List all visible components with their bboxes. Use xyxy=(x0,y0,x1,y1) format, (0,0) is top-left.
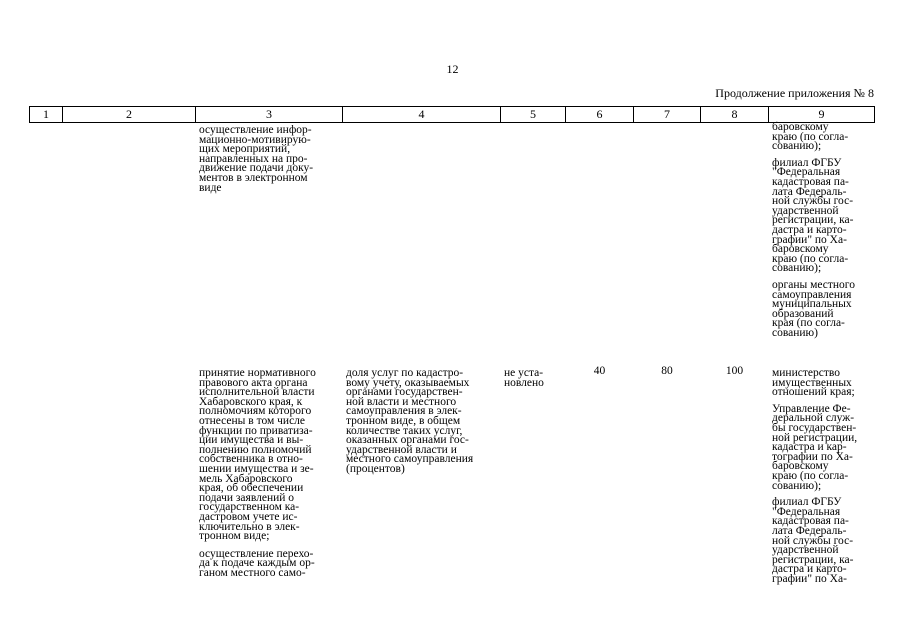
header-col-6: 6 xyxy=(566,107,634,123)
page-number: 12 xyxy=(446,62,459,76)
cell-col-1 xyxy=(30,366,63,591)
indicator-text: доля услуг по кадастро- вому учету, оказываемых органами государствен- ной власти и местного самоуправления в элек- тронном виде, в общем количестве таких услуг, оказанных органами гос- ударственной власти и местного самоуправления (процентов) xyxy=(346,367,474,475)
header-col-1: 1 xyxy=(30,107,63,123)
cell-measure xyxy=(196,123,343,367)
responsible-text: баровскому краю (по согла- сованию); xyxy=(772,121,849,153)
cell-value-year-3 xyxy=(701,123,769,367)
cell-col-2 xyxy=(63,366,196,591)
header-col-7: 7 xyxy=(634,107,701,123)
header-col-2: 2 xyxy=(63,107,196,123)
header-col-5: 5 xyxy=(501,107,566,123)
cell-value-year-2: 80 xyxy=(661,365,673,377)
base-value-text: не уста- новлено xyxy=(504,367,544,389)
responsible-text: филиал ФГБУ "Федеральная кадастровая па- лата Федераль- ной службы гос- ударственной регистрации, ка- дастра и карто- графии" по Ха- xyxy=(772,496,854,585)
cell-col-2 xyxy=(63,123,196,367)
appendix-table xyxy=(29,106,875,591)
measure-text: осуществление перехо- да к подаче каждым ор- ганом местного само- xyxy=(199,547,315,579)
measure-text: осуществление инфор- мационно-мотивирую- щих мероприятий, направленных на про- движение подачи доку- ментов в электронном виде xyxy=(199,124,314,194)
measure-text: принятие нормативного правового акта органа исполнительной власти Хабаровского края, к полномочиям которого отнесены в том числе функции по приватиза- ции имущества и вы- полнению полномочий собственника в отно- шении имущества и зе- мель Хабаровского края, об обеспечении подачи заявлений о государственном ка- дастровом учете ис- ключительно в элек- тронном виде; xyxy=(199,367,316,543)
cell-measure xyxy=(196,366,343,591)
cell-indicator xyxy=(343,123,501,367)
cell-col-1 xyxy=(30,123,63,367)
cell-value-year-1 xyxy=(566,123,634,367)
header-col-8: 8 xyxy=(701,107,769,123)
cell-indicator xyxy=(343,366,501,591)
cell-responsible xyxy=(769,123,875,367)
header-col-3: 3 xyxy=(196,107,343,123)
cell-responsible xyxy=(769,366,875,591)
cell-value-year-2 xyxy=(634,123,701,367)
responsible-text: филиал ФГБУ "Федеральная кадастровая па- лата Федераль- ной службы гос- ударственной регистрации, ка- дастра и карто- графии" по Ха- баровскому краю (по согла- сованию); xyxy=(772,156,854,275)
cell-value-year-3: 100 xyxy=(725,365,744,377)
cell-base-value xyxy=(501,123,566,367)
continuation-label: Продолжение приложения № 8 xyxy=(715,86,874,100)
header-col-9: 9 xyxy=(769,107,875,123)
header-row xyxy=(30,107,875,123)
table-row xyxy=(30,123,875,367)
responsible-text: министерство имущественных отношений края; xyxy=(772,367,855,399)
responsible-text: органы местного самоуправления муниципальных образований края (по согла- сованию) xyxy=(772,278,855,339)
responsible-text: Управление Фе- деральной служ- бы государствен- ной регистрации, кадастра и кар- тографии по Ха- баровскому краю (по согла- сованию); xyxy=(772,402,858,492)
cell-base-value xyxy=(501,366,566,591)
header-col-4: 4 xyxy=(343,107,501,123)
table-row xyxy=(30,366,875,591)
cell-value-year-1: 40 xyxy=(593,365,606,377)
